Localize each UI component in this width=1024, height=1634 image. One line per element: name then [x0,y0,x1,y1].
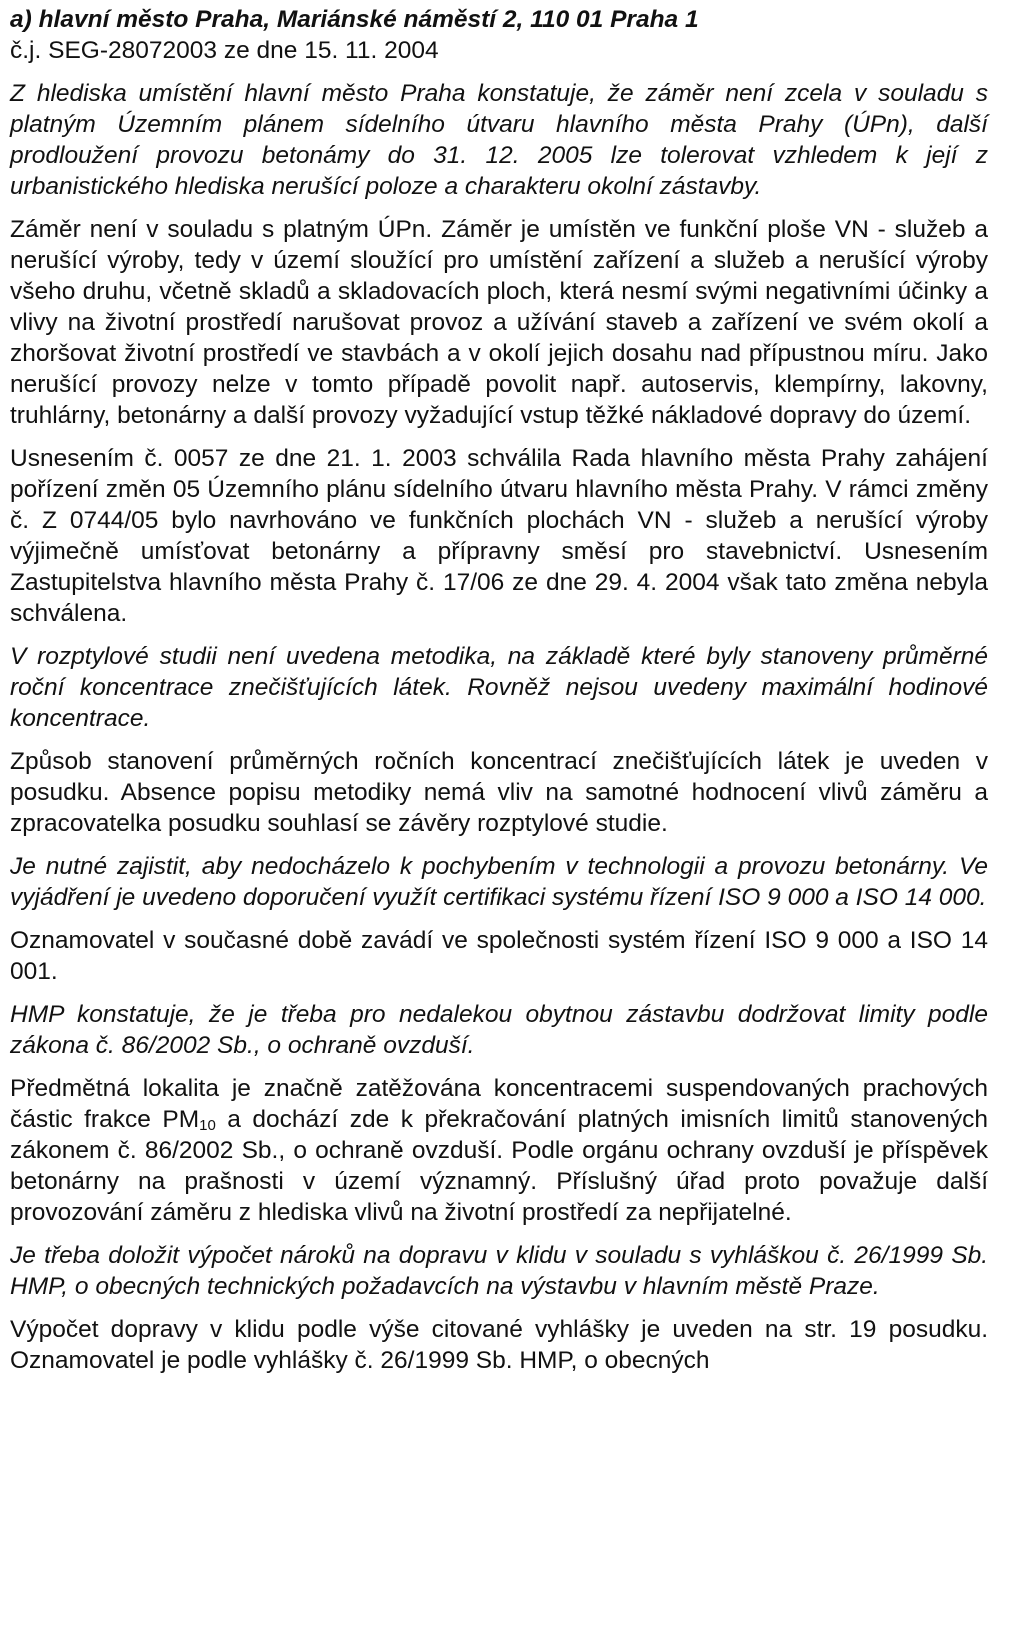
response-paragraph: Způsob stanovení průměrných ročních koncentrací znečišťujících látek je uveden v posudku. Absence popisu metodiky nemá vliv na samotné hodnocení vlivů záměru a zpracovatelka posudku souhlasí se závěry rozptylové studie. [10,748,988,837]
response-paragraph: Usnesením č. 0057 ze dne 21. 1. 2003 schválila Rada hlavního města Prahy zahájení pořízení změn 05 Územního plánu sídelního útvaru hlavního města Prahy. V rámci změny č. Z 0744/05 bylo navrhováno ve funkčních plochách VN - služeb a nerušící výroby výjimečně umísťovat betonárny a přípravny směsí pro stavebnictví. Usnesením Zastupitelstva hlavního města Prahy č. 17/06 ze dne 29. 4. 2004 však tato změna nebyla schválena. [10,445,988,627]
comment-paragraph: V rozptylové studii není uvedena metodika, na základě které byly stanoveny průměrné roční koncentrace znečišťujících látek. Rovněž nejsou uvedeny maximální hodinové koncentrace. [10,643,988,732]
paragraph-text-part: a dochází zde k překračování platných imisních limitů stanovených zákonem č. 86/2002 Sb., o ochraně ovzduší. Podle orgánu ochrany ovzduší je příspěvek betonárny na prašnosti v území významný. Příslušný úřad proto považuje další provozování záměru z hlediska vlivů na životní prostředí za nepřijatelné. [10,1106,988,1226]
comment-paragraph: HMP konstatuje, že je třeba pro nedalekou obytnou zástavbu dodržovat limity podle zákona č. 86/2002 Sb., o ochraně ovzduší. [10,1001,988,1059]
comment-paragraph: Je nutné zajistit, aby nedocházelo k pochybením v technologii a provozu betonárny. Ve vyjádření je uvedeno doporučení využít certifikaci systému řízení ISO 9 000 a ISO 14 000. [10,853,988,911]
paragraph-text-part: Předmětná lokalita je značně zatěžována koncentracemi suspendovaných prachových částic frakce PM [10,1075,988,1133]
response-paragraph: Oznamovatel v současné době zavádí ve společnosti systém řízení ISO 9 000 a ISO 14 001. [10,927,988,985]
pm-subscript: 10 [199,1117,216,1134]
reference-number: č.j. SEG-28072003 ze dne 15. 11. 2004 [10,37,439,64]
authority-heading: a) hlavní město Praha, Mariánské náměstí 2, 110 01 Praha 1 [10,6,699,33]
comment-paragraph: Z hlediska umístění hlavní město Praha konstatuje, že záměr není zcela v souladu s platným Územním plánem sídelního útvaru hlavního města Prahy (ÚPn), další prodloužení provozu betonámy do 31. 12. 2005 lze tolerovat vzhledem k její z urbanistického hlediska nerušící poloze a charakteru okolní zástavby. [10,80,988,200]
response-paragraph [10,1073,988,1228]
response-paragraph: Záměr není v souladu s platným ÚPn. Záměr je umístěn ve funkční ploše VN - služeb a nerušící výroby, tedy v území sloužící pro umístění zařízení a služeb a nerušící výroby všeho druhu, včetně skladů a skladovacích ploch, která nesmí svými negativními účinky a vlivy na životní prostředí narušovat provoz a užívání staveb a zařízení ve svém okolí a zhoršovat životní prostředí ve stavbách a v okolí jejich dosahu nad přípustnou míru. Jako nerušící provozy nelze v tomto případě povolit např. autoservis, klempírny, lakovny, truhlárny, betonárny a další provozy vyžadující vstup těžké nákladové dopravy do území. [10,216,988,429]
document-page [10,0,988,1388]
comment-paragraph: Je třeba doložit výpočet nároků na dopravu v klidu v souladu s vyhláškou č. 26/1999 Sb. HMP, o obecných technických požadavcích na výstavbu v hlavním městě Praze. [10,1242,988,1300]
response-paragraph: Výpočet dopravy v klidu podle výše citované vyhlášky je uveden na str. 19 posudku. Oznamovatel je podle vyhlášky č. 26/1999 Sb. HMP, o obecných [10,1316,988,1374]
